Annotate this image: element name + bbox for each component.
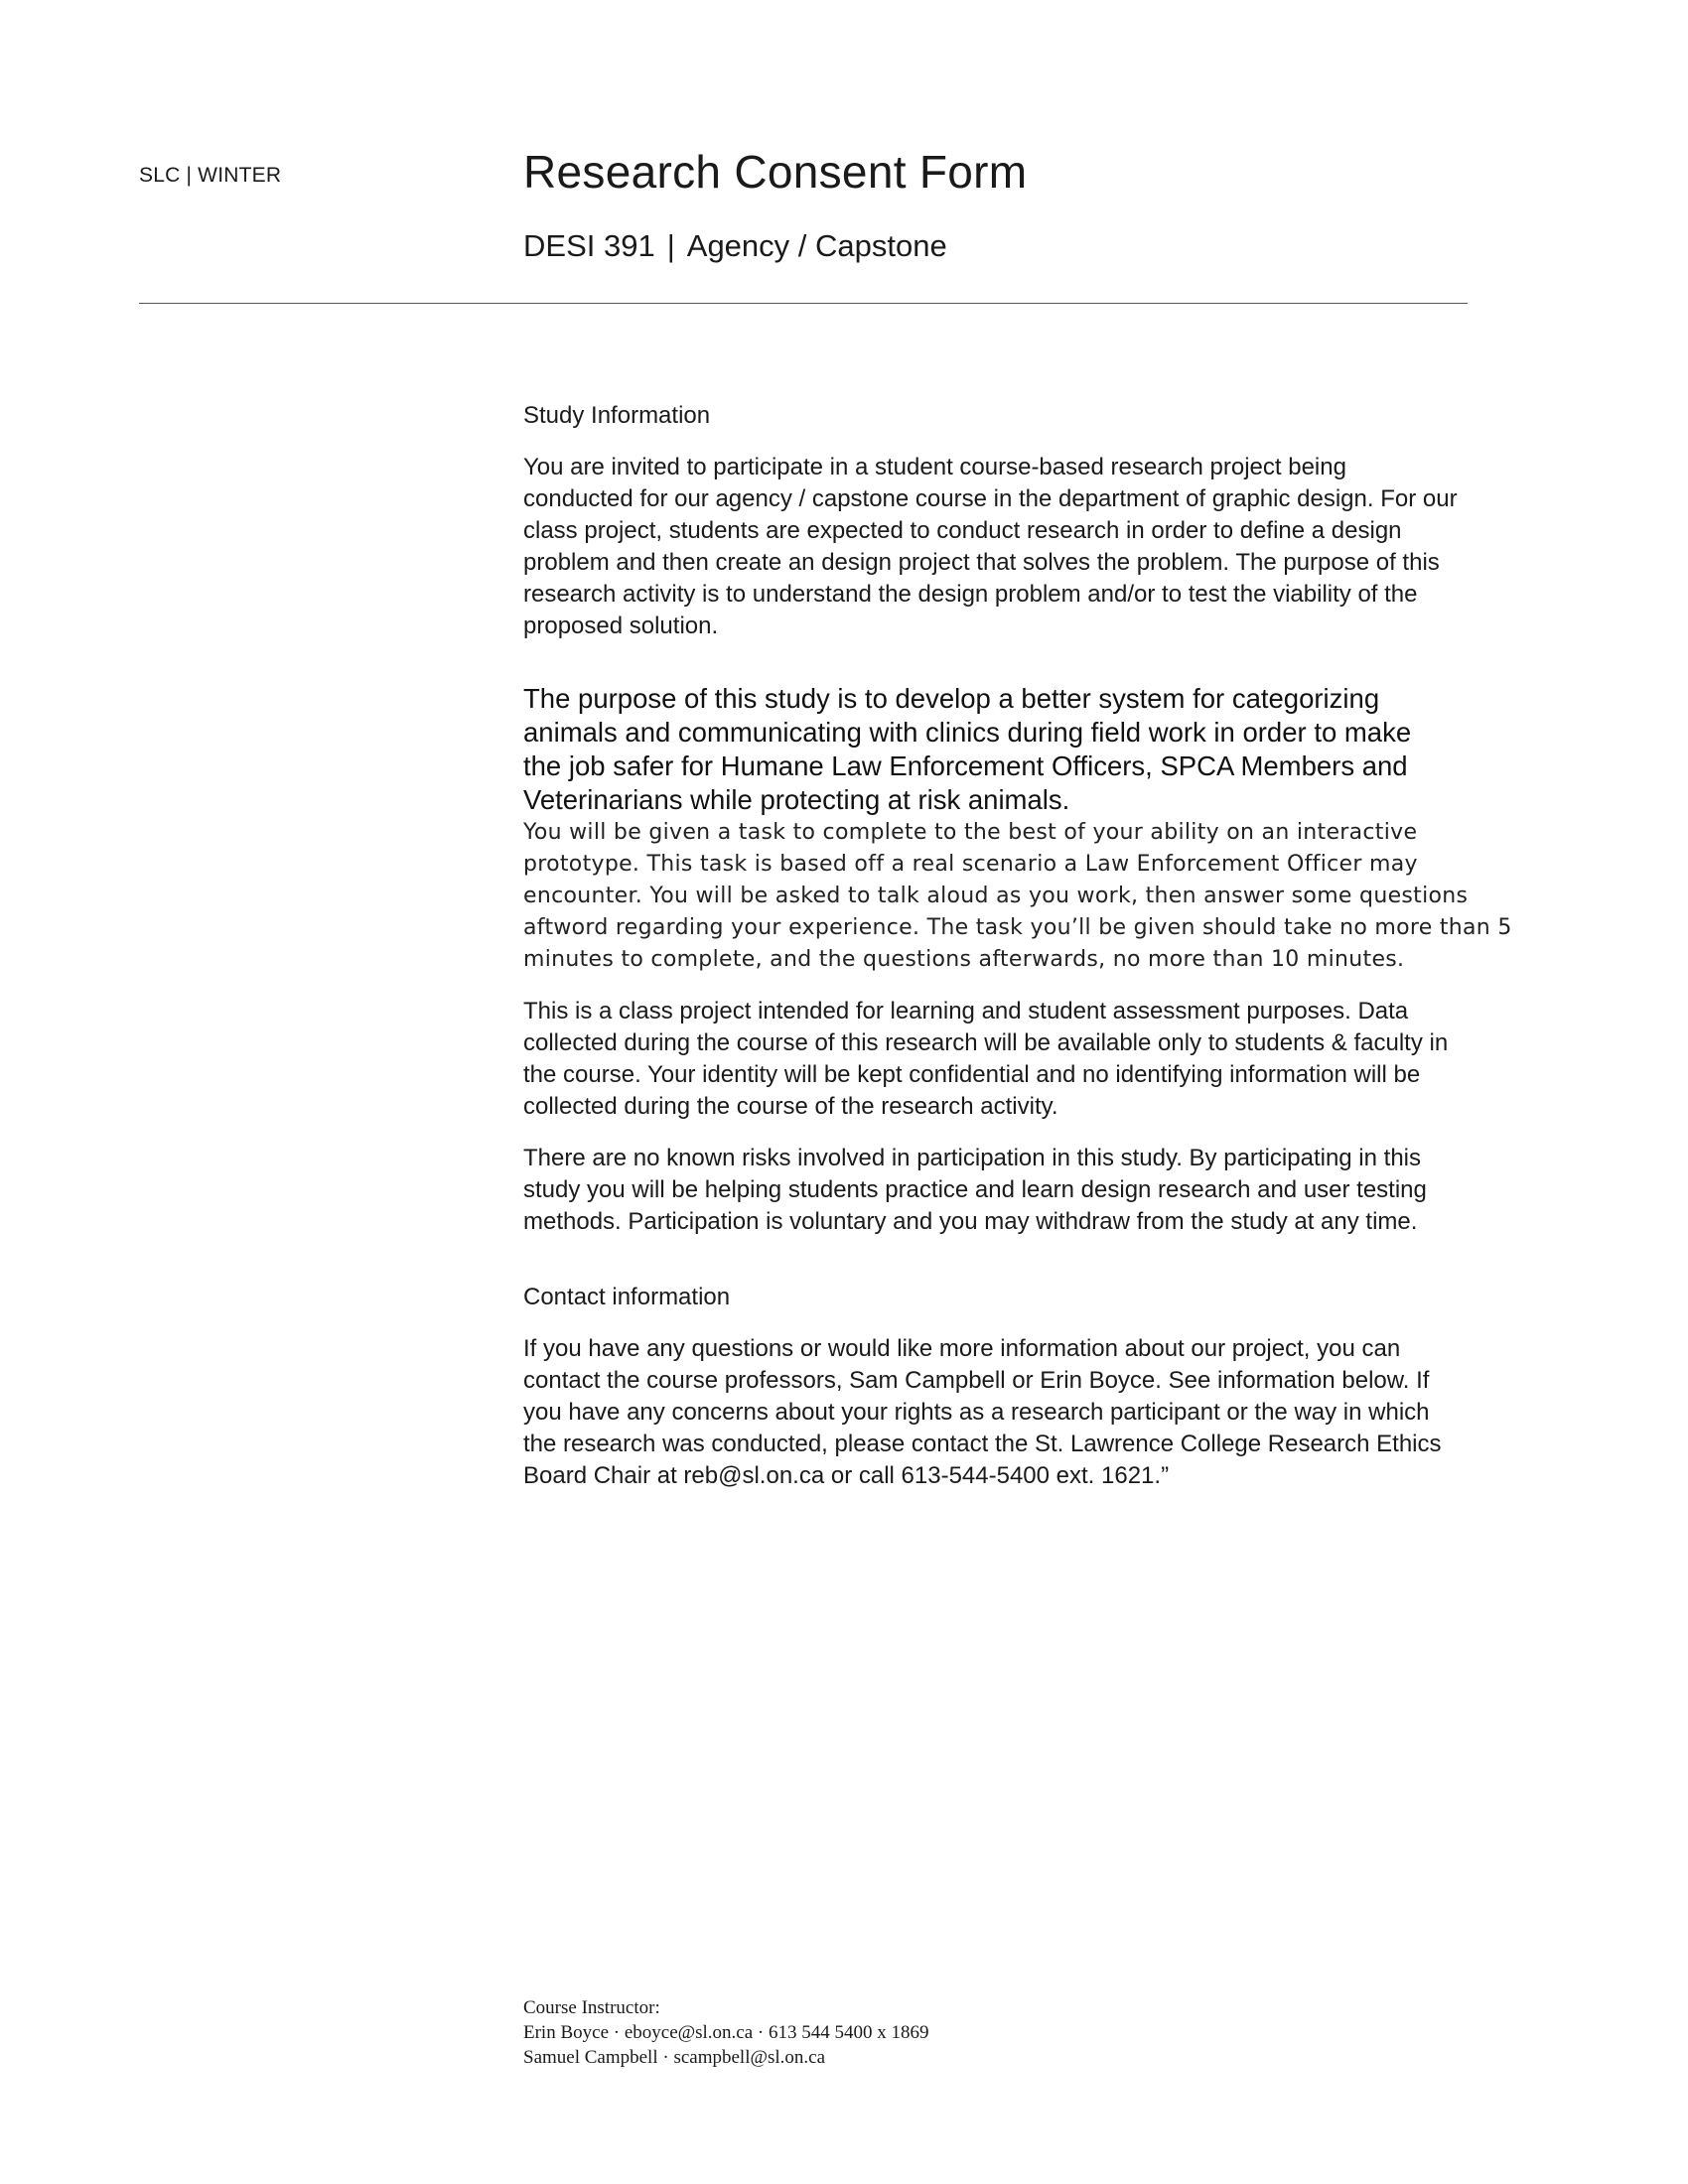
- study-intro-paragraph: You are invited to participate in a student course-based research project being conducted for our agency / capstone course in the department of graphic design. For our class project, students are expected to conduct research in order to define a design problem and then create an design project that solves the problem. The purpose of this research activity is to understand the design problem and/or to test the viability of the proposed solution.: [523, 454, 1458, 639]
- task-description-paragraph: You will be given a task to complete to the best of your ability on an interactive prototype. This task is based off a real scenario a Law Enforcement Officer may encounter. You will be asked to talk aloud as you work, then answer some questions aftword regarding your experience. The task you’ll be given should take no more than 5 minutes to complete, and the questions afterwards, no more than 10 minutes.: [523, 820, 1512, 972]
- instructor-erin-boyce: Erin Boyce · eboyce@sl.on.ca · 613 544 5400 x 1869: [523, 2022, 929, 2043]
- course-subtitle: [523, 228, 947, 264]
- study-information-heading: Study Information: [523, 402, 711, 429]
- document-body: [523, 402, 1516, 1512]
- study-purpose-paragraph: The purpose of this study is to develop a better system for categorizing animals and communicating with clinics during field work in order to make the job safer for Humane Law Enforcement Officers, SPCA Members and Veterinarians while protecting at risk animals.: [523, 683, 1412, 815]
- instructor-label: Course Instructor:: [523, 1997, 660, 2018]
- contact-paragraph: If you have any questions or would like more information about our project, you can contact the course professors, Sam Campbell or Erin Boyce. See information below. If you have any concerns about your rights as a research participant or the way in which the research was conducted, please contact the St. Lawrence College Research Ethics Board Chair at reb@sl.on.ca or call 613-544-5400 ext. 1621.”: [523, 1335, 1442, 1489]
- page-title: Research Consent Form: [523, 146, 1028, 198]
- class-project-paragraph: This is a class project intended for learning and student assessment purposes. Data collected during the course of this research will be available only to students & faculty in the course. Your identity will be kept confidential and no identifying information will be collected during the course of the research activity.: [523, 998, 1449, 1120]
- course-code: DESI 391: [523, 228, 655, 263]
- instructor-samuel-campbell: Samuel Campbell · scampbell@sl.on.ca: [523, 2047, 826, 2068]
- course-instructor-footer: [523, 1995, 929, 2070]
- course-name: Agency / Capstone: [686, 228, 947, 263]
- contact-information-heading: Contact information: [523, 1284, 731, 1310]
- header-divider: [139, 303, 1468, 304]
- header-tag: SLC | WINTER: [139, 164, 282, 187]
- risks-paragraph: There are no known risks involved in participation in this study. By participating in this study you will be helping students practice and learn design research and user testing methods. Participation is voluntary and you may withdraw from the study at any time.: [523, 1145, 1427, 1235]
- course-separator: |: [666, 228, 675, 263]
